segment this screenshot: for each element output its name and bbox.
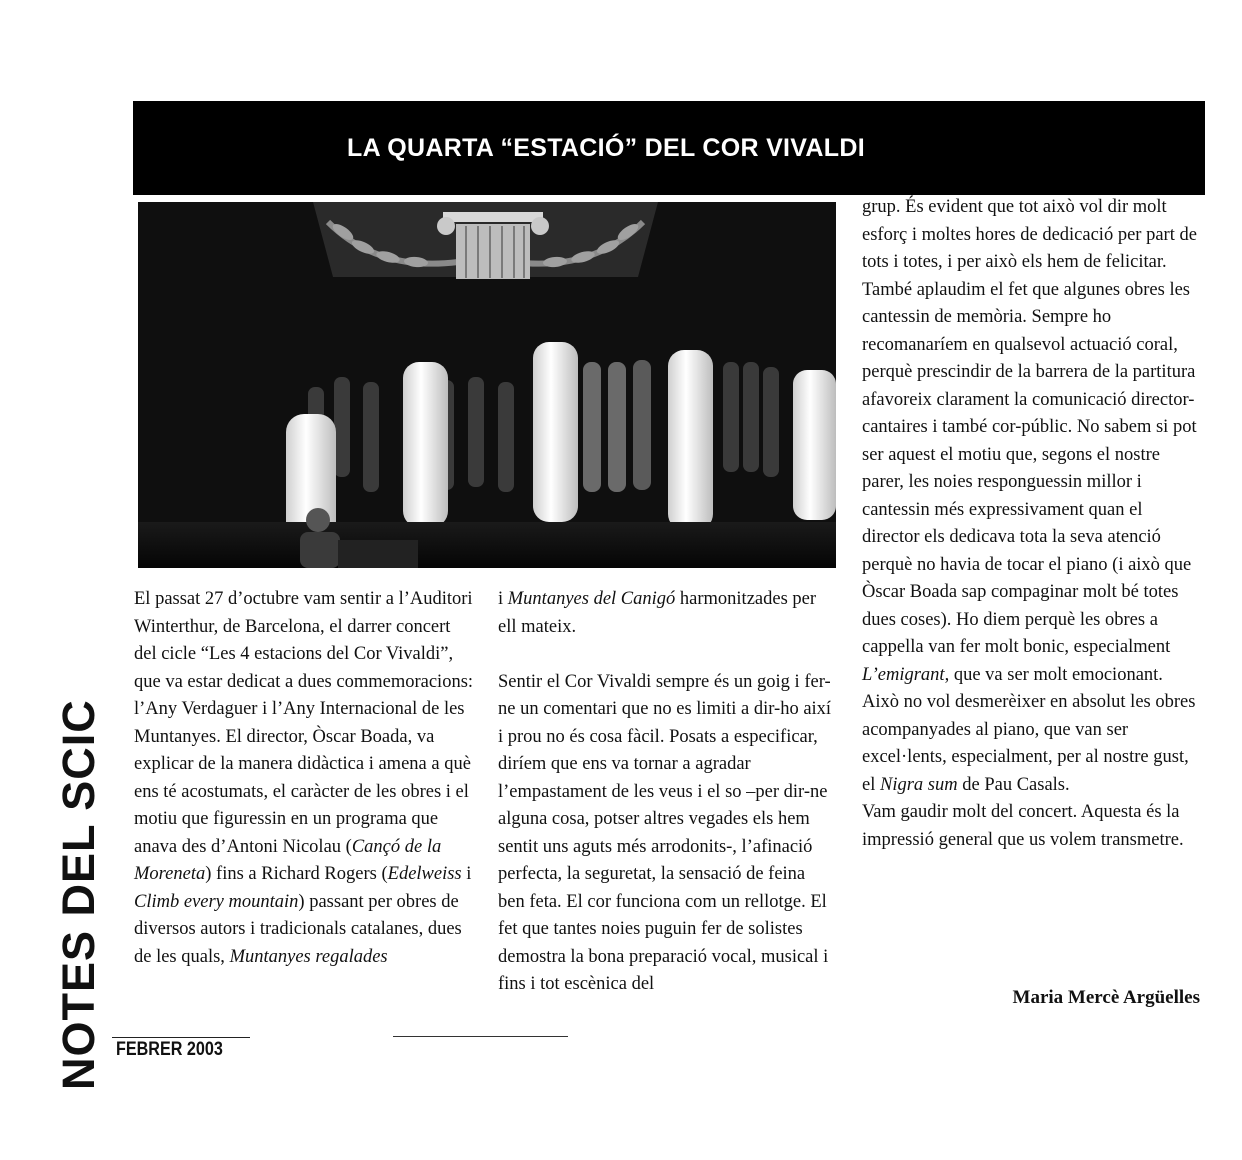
paragraph (862, 194, 1202, 799)
text-run: , que va ser molt emocionant. Això no vol desmerèixer en absolut les obres acompanyades al piano, que van ser excel·lents, especialment, per al nostre gust, el (862, 664, 1196, 795)
text-run-italic: Muntanyes regalades (229, 946, 388, 967)
publication-name: NOTES DEL SCIC (53, 699, 104, 1090)
text-run: de Pau Casals. (957, 774, 1070, 795)
issue-date: FEBRER 2003 (116, 1039, 223, 1060)
header-bar (133, 101, 1205, 195)
text-run-italic: Climb every mountain (134, 891, 299, 912)
text-run-italic: Muntanyes del Canigó (507, 589, 676, 609)
text-run-italic: Cançó de la Moreneta (134, 836, 442, 884)
text-run: harmonitzades per ell mateix. (498, 589, 817, 637)
text-run: ) passant per obres de diversos autors i tradicionals catalanes, dues de les quals, (134, 891, 462, 967)
text-run: i (461, 864, 472, 884)
paragraph (498, 586, 834, 641)
text-run-italic: Nigra sum (879, 774, 958, 795)
concert-photo-image (138, 202, 836, 568)
column-divider (393, 1036, 568, 1037)
paragraph: Vam gaudir molt del concert. Aquesta és la impressió general que us volem transmetre. (862, 802, 1184, 850)
paragraph (134, 586, 474, 971)
article-title: LA QUARTA “ESTACIÓ” DEL COR VIVALDI (347, 133, 865, 162)
text-run: El passat 27 d’octubre vam sentir a l’Auditori Winterthur, de Barcelona, el darrer concert del cicle “Les 4 estacions del Cor Vivaldi”, que va estar dedicat a dues commemoracions: l’Any Verdaguer i l’Any Internacional de les Muntanyes. El director, Òscar Boada, va explicar de la manera didàctica i amena a què ens té acostumats, el caràcter de les obres i el motiu que figuressin en un programa que anava des d’Antoni Nicolau ( (134, 589, 474, 857)
author-signature: Maria Mercè Argüelles (1012, 987, 1200, 1008)
concert-photo (138, 202, 836, 568)
text-run: ) fins a Richard Rogers ( (205, 864, 388, 884)
text-run-italic: L’emigrant (862, 664, 945, 685)
text-run: i (498, 589, 508, 609)
text-run-italic: Edelweiss (387, 864, 462, 884)
paragraph: Sentir el Cor Vivaldi sempre és un goig i fer-ne un comentari que no es limiti a dir-ho així i prou no és cosa fàcil. Posats a especificar, diríem que ens va tornar a agradar l’empastament de les veus i el so –per dir-ne alguna cosa, potser altres vegades els hem sentit uns aguts més arrodonits-, l’afinació perfecta, la seguretat, la sensació de feina ben feta. El cor funciona com un rellotge. El fet que tantes noies puguin fer de solistes demostra la bona preparació vocal, musical i fins i tot escènica del (498, 671, 832, 994)
article-column-2 (498, 586, 834, 999)
article-column-3 (862, 194, 1202, 854)
text-run: grup. És evident que tot això vol dir molt esforç i moltes hores de dedicació per part de tots i totes, i per això els hem de felicitar. També aplaudim el fet que algunes obres les cantessin de memòria. Sempre ho recomanaríem en qualsevol actuació coral, perquè prescindir de la barrera de la partitura afavoreix clarament la comunicació director-cantaires i també cor-públic. No sabem si pot ser aquest el motiu que, segons el nostre parer, les noies responguessin millor i cantessin més expressivament quan el director els dedicava tota la seva atenció perquè no havia de tocar el piano (i això que Òscar Boada sap compaginar molt bé totes dues coses). Ho diem perquè les obres a cappella van fer molt bonic, especialment (862, 197, 1197, 657)
footer-divider (112, 1037, 250, 1038)
article-column-1 (134, 586, 474, 971)
